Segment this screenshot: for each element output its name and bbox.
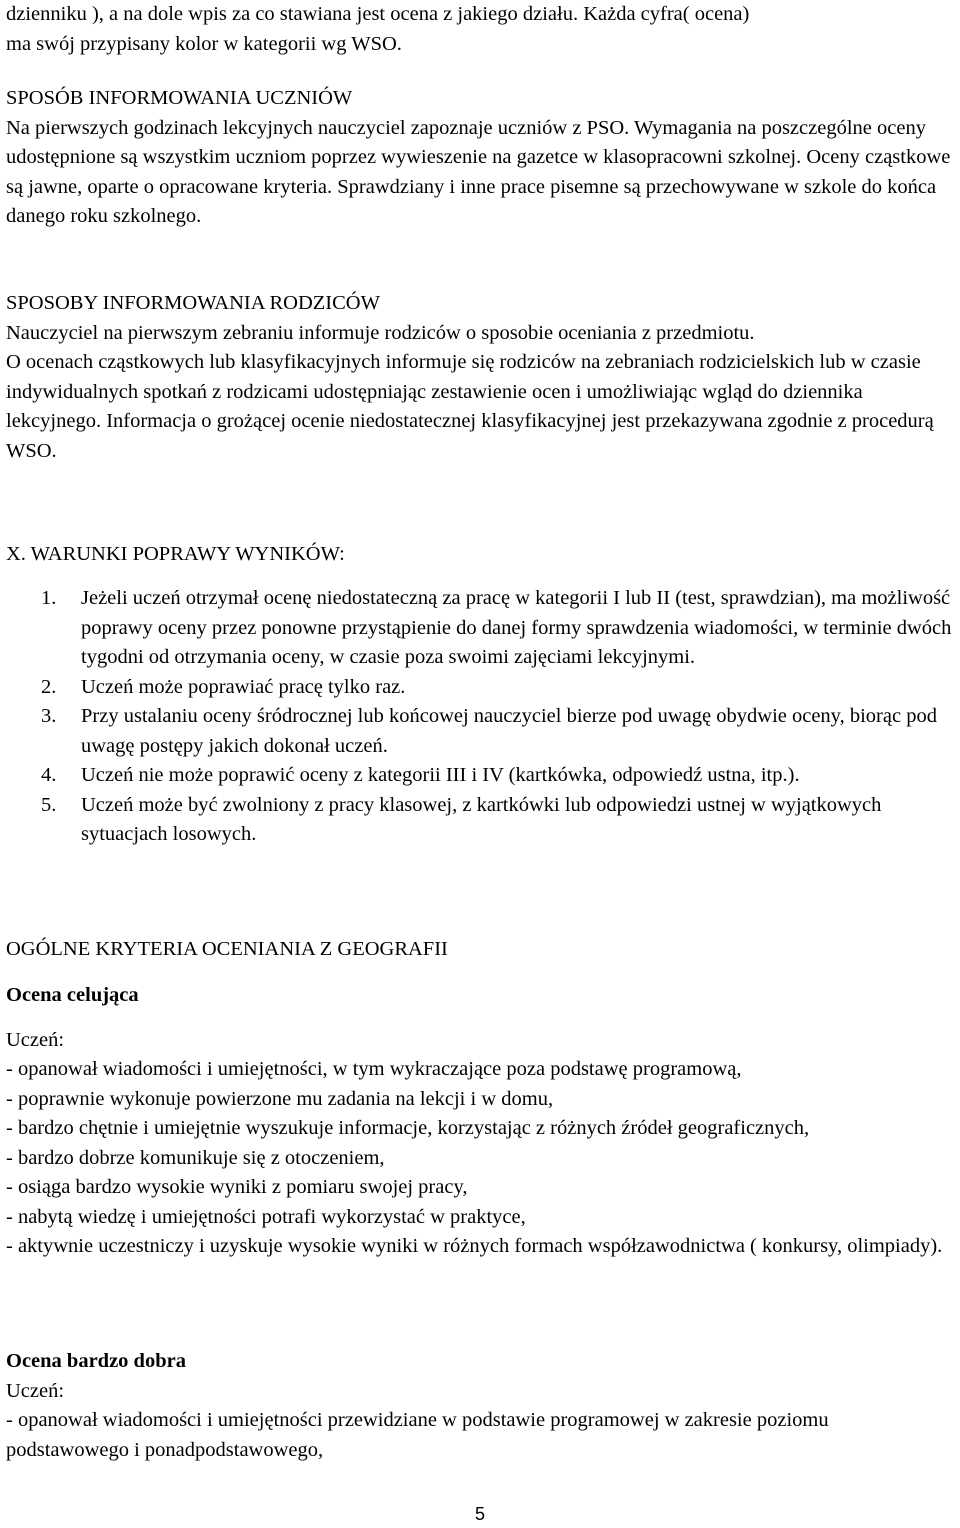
intro-paragraph bbox=[6, 0, 956, 59]
list-item: 5. Uczeń może być zwolniony z pracy klasowej, z kartkówki lub odpowiedzi ustnej w wyjątkowych sytuacjach losowych. bbox=[41, 793, 882, 845]
grade-title: Ocena bardzo dobra bbox=[6, 1350, 186, 1372]
list-item: 4. Uczeń nie może poprawić oceny z kategorii III i IV (kartkówka, odpowiedź ustna, itp.). bbox=[41, 764, 800, 786]
grade-title: Ocena celująca bbox=[6, 984, 139, 1006]
student-label: Uczeń: bbox=[6, 1379, 65, 1402]
intro-line: ma swój przypisany kolor w kategorii wg WSO. bbox=[6, 32, 402, 55]
page-number: 5 bbox=[474, 1504, 485, 1524]
criteria-line: - bardzo dobrze komunikuje się z otoczeniem, bbox=[6, 1146, 385, 1169]
criteria-line: - bardzo chętnie i umiejętnie wyszukuje informacje, korzystając z różnych źródeł geograficznych, bbox=[6, 1117, 810, 1139]
intro-line: dzienniku ), a na dole wpis za co stawiana jest ocena z jakiego działu. Każda cyfra( ocena) bbox=[6, 3, 750, 25]
criteria-line: - poprawnie wykonuje powierzone mu zadania na lekcji i w domu, bbox=[6, 1087, 554, 1110]
parents-info-section bbox=[6, 289, 956, 466]
list-item: 1. Jeżeli uczeń otrzymał ocenę niedostateczną za pracę w kategorii I lub II (test, sprawdzian), ma możliwość poprawy oceny przez ponowne przystąpienie do danej formy sprawdzenia wiadomości, w terminie dwóch tygodni od otrzymania oceny, w czasie poza swoimi zajęciami lekcyjnymi. bbox=[41, 587, 952, 668]
list-item: 3. Przy ustalaniu oceny śródrocznej lub końcowej nauczyciel bierze pod uwagę obydwie oceny, biorąc pod uwagę postępy jakich dokonał uczeń. bbox=[41, 705, 937, 757]
section-heading: SPOSÓB INFORMOWANIA UCZNIÓW bbox=[6, 87, 353, 109]
grade-bardzo-dobra-section bbox=[6, 1347, 956, 1465]
section-text: O ocenach cząstkowych lub klasyfikacyjnych informuje się rodziców na zebraniach rodzicielskich lub w czasie indywidualnych spotkań z rodzicami udostępniając zestawienie ocen i umożliwiając wgląd do dziennika lekcyjnego. Informacja o grożącej ocenie niedostatecznej klasyfikacyjnej jest przekazywana zgodnie z procedurą WSO. bbox=[6, 351, 934, 462]
improvement-list bbox=[6, 584, 956, 850]
criteria-line: - opanował wiadomości i umiejętności, w tym wykraczające poza podstawę programową, bbox=[6, 1058, 742, 1080]
criteria-line: - osiąga bardzo wysokie wyniki z pomiaru swojej pracy, bbox=[6, 1176, 468, 1198]
criteria-line: - opanował wiadomości i umiejętności przewidziane w podstawie programowej w zakresie poziomu podstawowego i ponadpodstawowego, bbox=[6, 1409, 829, 1461]
student-label: Uczeń: bbox=[6, 1028, 65, 1051]
list-item: 2. Uczeń może poprawiać pracę tylko raz. bbox=[41, 675, 406, 698]
section-text: Nauczyciel na pierwszym zebraniu informuje rodziców o sposobie oceniania z przedmiotu. bbox=[6, 321, 755, 344]
criteria-line: - nabytą wiedzę i umiejętności potrafi wykorzystać w praktyce, bbox=[6, 1205, 526, 1228]
criteria-line: - aktywnie uczestniczy i uzyskuje wysokie wyniki w różnych formach współzawodnictwa ( konkursy, olimpiady). bbox=[6, 1235, 943, 1257]
students-info-section bbox=[6, 84, 956, 232]
improvement-heading: X. WARUNKI POPRAWY WYNIKÓW: bbox=[6, 543, 345, 565]
section-text: Na pierwszych godzinach lekcyjnych nauczyciel zapoznaje uczniów z PSO. Wymagania na poszczególne oceny udostępnione są wszystkim uczniom poprzez wywieszenie na gazetce w klasopracowni szkolnej. Oceny cząstkowe są jawne, oparte o opracowane kryteria. Sprawdziany i inne prace pisemne są przechowywane w szkole do końca danego roku szkolnego. bbox=[6, 116, 951, 227]
criteria-heading: OGÓLNE KRYTERIA OCENIANIA Z GEOGRAFII bbox=[6, 938, 448, 960]
section-heading: SPOSOBY INFORMOWANIA RODZICÓW bbox=[6, 292, 380, 314]
grade-celujaca-section bbox=[6, 981, 956, 1262]
